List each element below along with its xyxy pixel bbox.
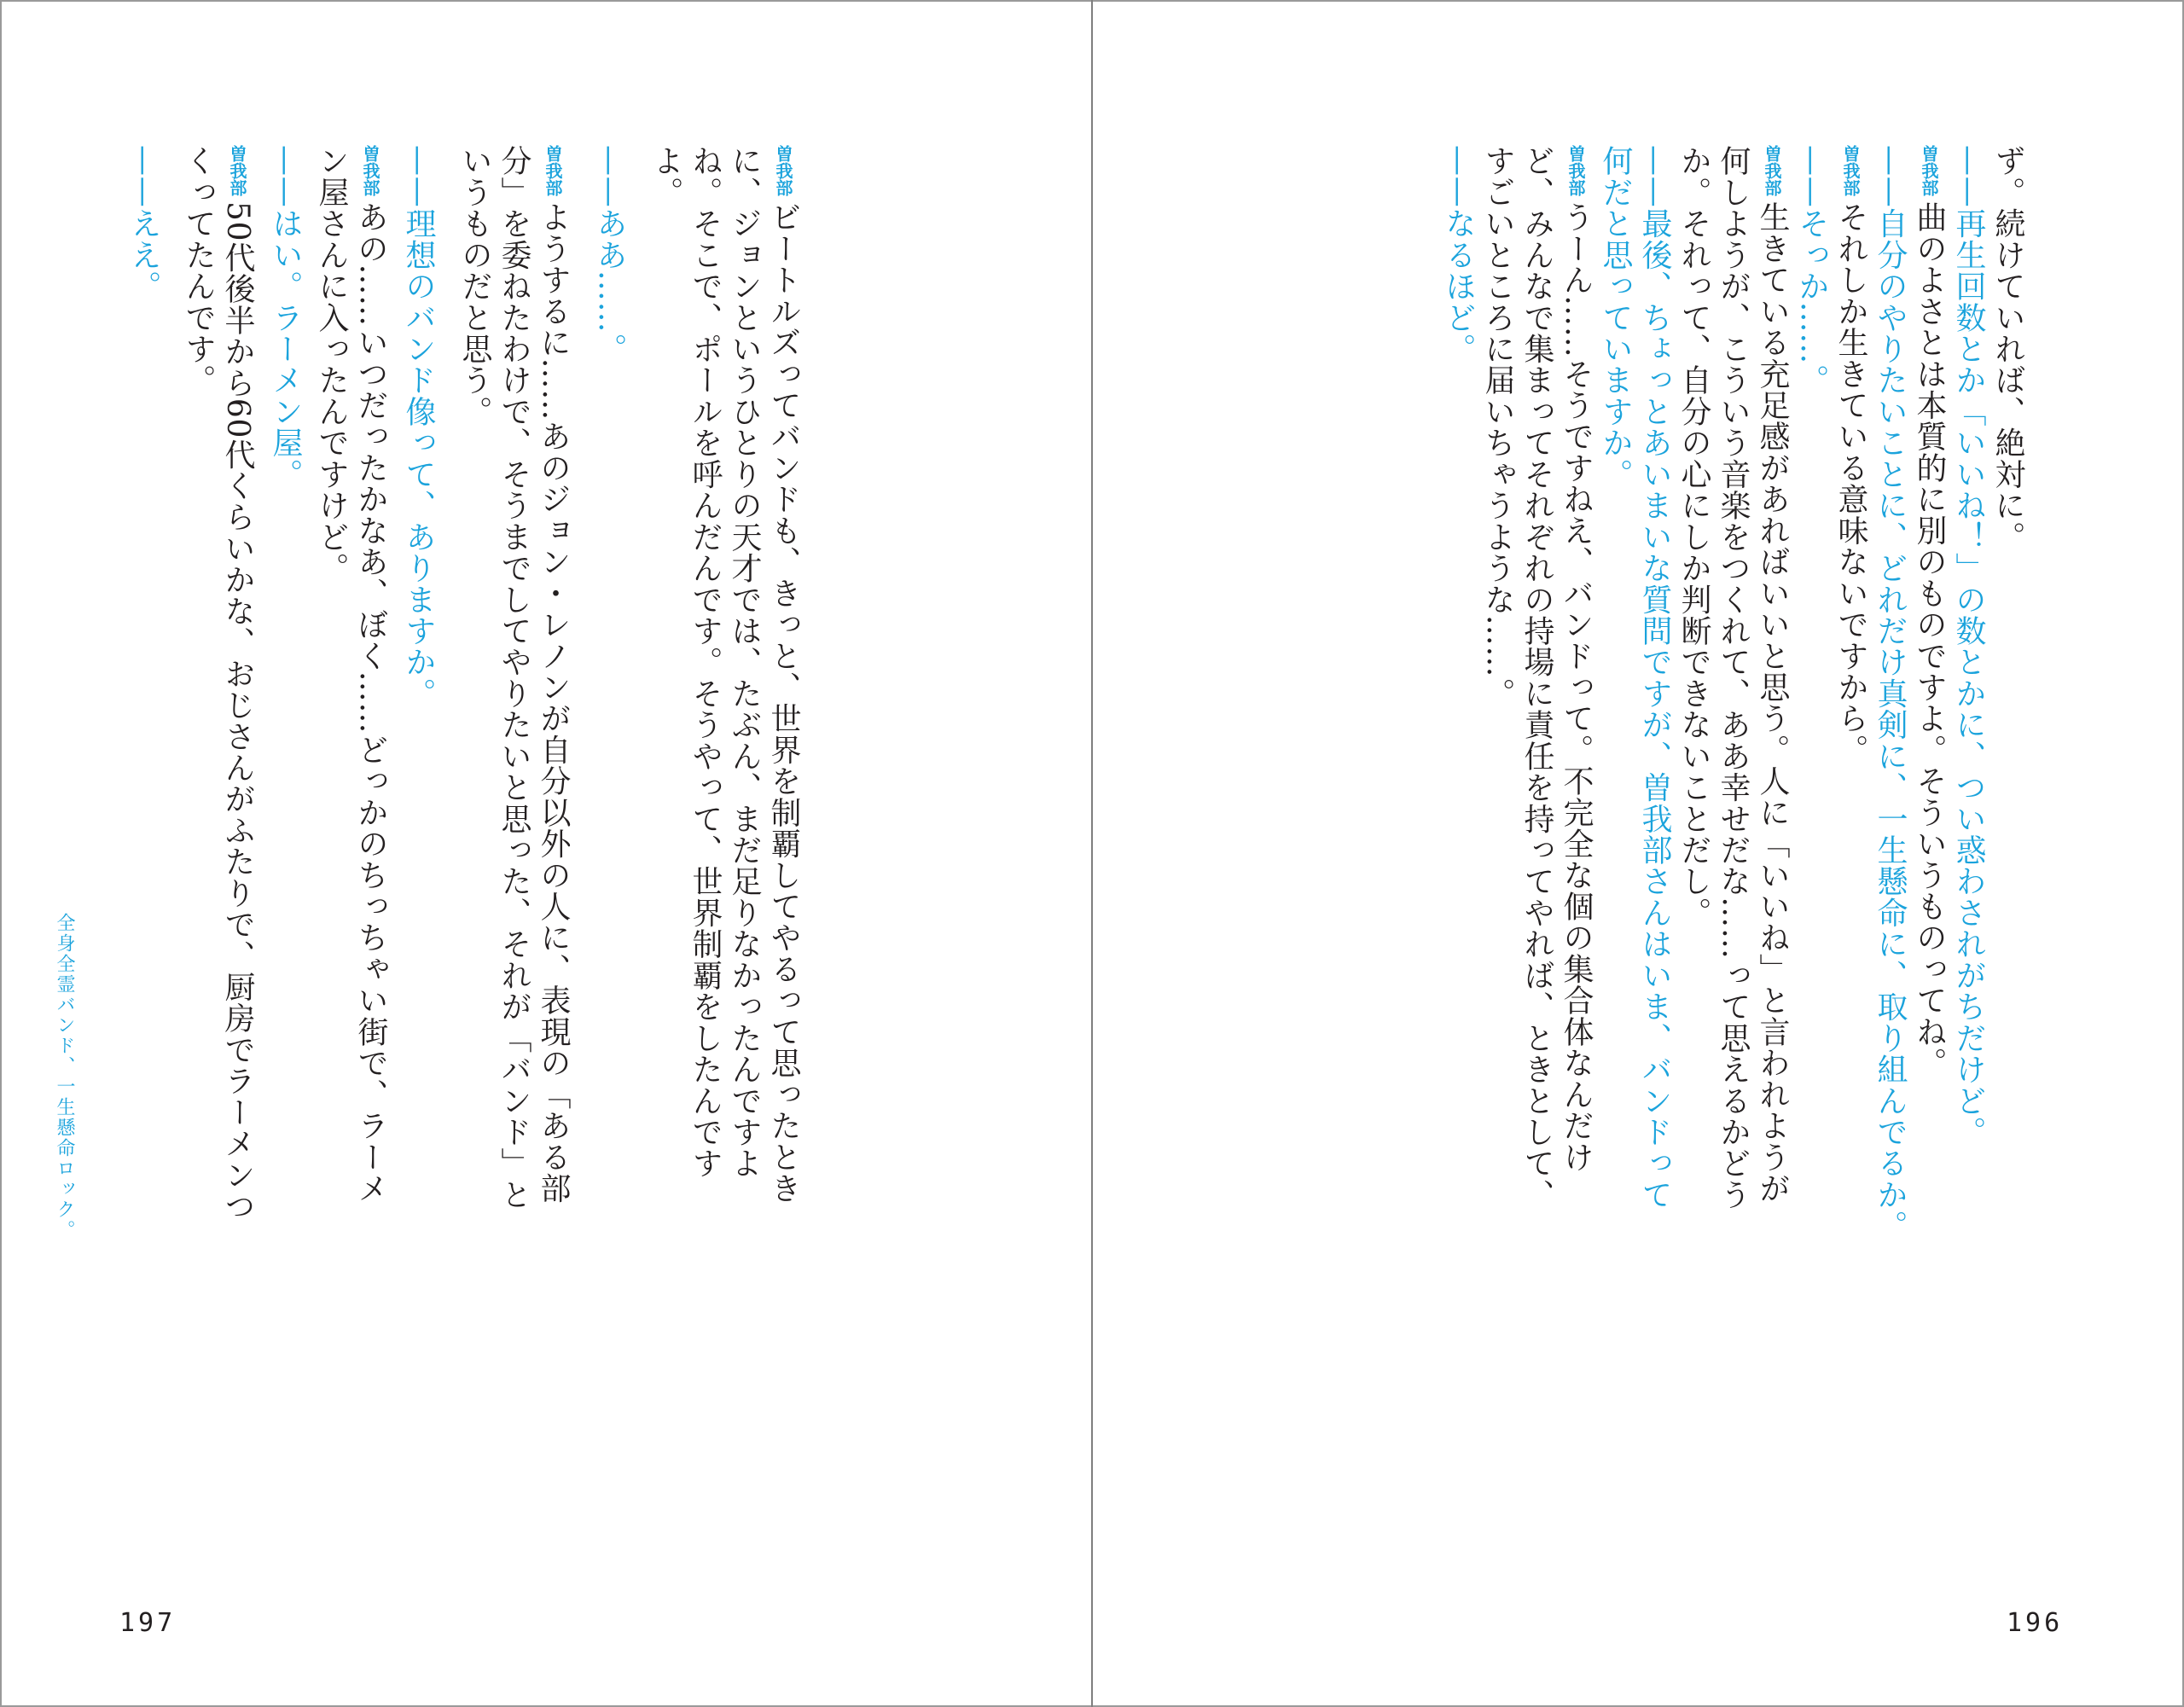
speaker-tag: 曽我部 — [1565, 145, 1586, 196]
interviewer-question — [1441, 145, 1476, 1169]
line-text: すごいところに届いちゃうような……。 — [1480, 145, 1515, 709]
line-text: 何だと思っていますか。 — [1598, 145, 1633, 490]
text-line — [688, 145, 723, 1179]
page-number-right: 196 — [2007, 1608, 2064, 1638]
text-line — [181, 145, 216, 1169]
line-text: いうものだと思う。 — [457, 145, 492, 427]
interviewer-question — [592, 145, 627, 1169]
speaker-line — [1559, 145, 1594, 1173]
interviewer-question — [1598, 145, 1633, 1169]
interviewer-question — [1637, 145, 1672, 1211]
text-line — [459, 145, 490, 1169]
speaker-line — [1835, 145, 1866, 1169]
interviewer-question — [1796, 145, 1827, 1169]
text-line — [1482, 145, 1513, 1169]
speaker-tag: 曽我部 — [360, 145, 380, 196]
line-text: あの……いつだったかなあ、ぼく……どっかのちっちゃい街で、ラーメ — [353, 201, 388, 1205]
speaker-tag: 曽我部 — [773, 145, 793, 196]
speaker-line — [220, 145, 255, 1222]
text-line — [497, 145, 531, 1211]
interviewer-question — [1953, 145, 1984, 1169]
line-text: か。それって、自分の心にしか判断できないことだし。 — [1676, 145, 1711, 928]
line-text: ——はい。ラーメン屋。 — [268, 145, 303, 490]
line-text: ビートルズってバンドも、きっと、世界を制覇してやるって思ったとき — [766, 201, 801, 1205]
text-line — [1716, 145, 1751, 1211]
interviewer-question — [401, 145, 436, 1169]
line-text: 生きている充足感があればいいと思う。人に「いいね」と言われようが — [1755, 201, 1790, 1205]
line-text: よ。 — [648, 145, 683, 208]
line-text: ——ええ。 — [126, 145, 161, 302]
line-text: 分」を委ねたわけで、そうまでしてやりたいと思った、それが「バンド」と — [497, 145, 531, 1211]
line-text: ようするに……あのジョン・レノンが自分以外の人に、表現の「ある部 — [536, 201, 571, 1205]
line-text: 50代後半から60代くらいかな、おじさんがふたりで、厨房でラーメンつ — [220, 201, 255, 1222]
interviewer-question — [128, 145, 159, 1169]
line-text: ン屋さんに入ったんですけど。 — [314, 145, 349, 584]
running-head: 全身全霊バンド、一生懸命ロック。 — [54, 913, 75, 1240]
line-text: 何しようが、こういう音楽をつくれて、ああ幸せだな……って思えるかどう — [1716, 145, 1751, 1211]
speaker-line — [1755, 145, 1790, 1205]
speaker-tag: 曽我部 — [1840, 145, 1861, 196]
page-number-left: 197 — [119, 1608, 177, 1638]
line-text: 曲のよさとは本質的に別のものですよ。そういうものってね。 — [1912, 201, 1947, 1079]
line-text: に、ジョンというひとりの天才では、たぶん、まだ足りなかったんですよ — [727, 145, 762, 1179]
line-text: ね。そこで、ポールを呼んだんです。そうやって、世界制覇をしたんです — [688, 145, 723, 1179]
text-line — [727, 145, 762, 1179]
speaker-line — [1912, 145, 1947, 1169]
speaker-line — [353, 145, 388, 1205]
speaker-tag: 曽我部 — [1762, 145, 1782, 196]
text-line — [1678, 145, 1709, 1169]
speaker-line — [766, 145, 801, 1205]
speaker-tag: 曽我部 — [543, 145, 563, 196]
line-text: それしか生きている意味ないですから。 — [1833, 201, 1868, 765]
speaker-tag: 曽我部 — [1919, 145, 1939, 196]
line-text: ——理想のバンド像って、ありますか。 — [401, 145, 436, 709]
line-text: うーん……そうですねえ、バンドって。不完全な個の集合体なんだけ — [1559, 201, 1594, 1173]
line-text: ——そっか……。 — [1794, 145, 1829, 396]
line-text: ——再生回数とか「いいね！」の数とかに、つい惑わされがちだけど。 — [1951, 145, 1986, 1148]
line-text: ど、みんなで集まってそれぞれの持場に責任を持ってやれば、ときとして、 — [1519, 145, 1554, 1211]
line-text: ——なるほど。 — [1441, 145, 1476, 365]
interviewer-question — [1873, 145, 1908, 1242]
text-line — [650, 145, 681, 1169]
speaker-line — [536, 145, 571, 1205]
text-line — [314, 145, 349, 1169]
line-text: ——最後、ちょっとあいまいな質問ですが、曽我部さんはいま、バンドって — [1637, 145, 1672, 1211]
line-text: ——ああ……。 — [592, 145, 627, 365]
page-gutter — [1091, 0, 1093, 1707]
interviewer-question — [268, 145, 303, 1169]
text-line — [1519, 145, 1554, 1211]
line-text: ——自分のやりたいことに、どれだけ真剣に、一生懸命に、取り組んでるか。 — [1873, 145, 1908, 1242]
line-text: ず。続けていれば、絶対に。 — [1990, 145, 2025, 553]
speaker-tag: 曽我部 — [227, 145, 247, 196]
line-text: くってたんです。 — [181, 145, 216, 396]
text-line — [1992, 145, 2023, 1169]
